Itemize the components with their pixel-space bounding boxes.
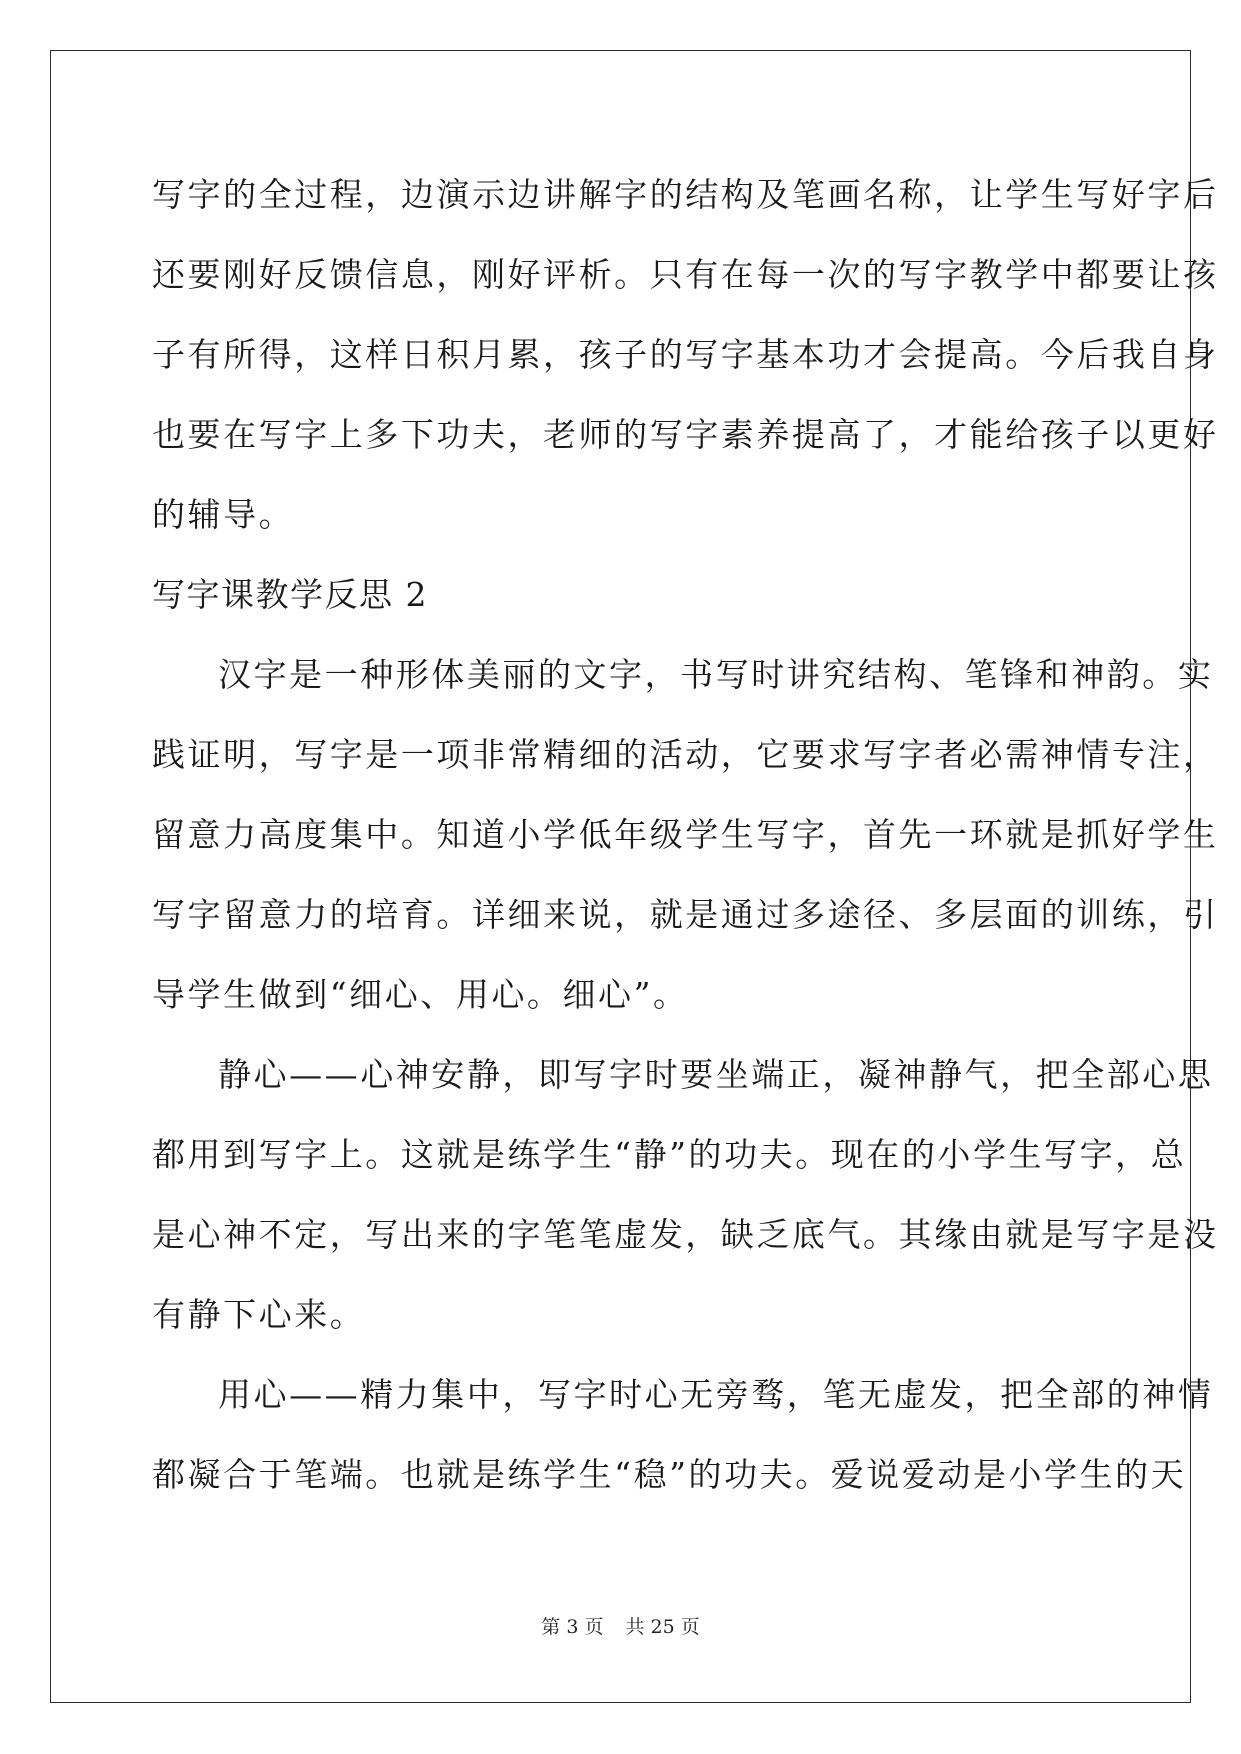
text-line-4: 也要在写字上多下功夫，老师的写字素养提高了，才能给孩子以更好 <box>152 415 1219 454</box>
text-line-5: 的辅导。 <box>152 495 295 534</box>
page-number: 第 3 页 <box>541 1616 604 1638</box>
text-line-8: 践证明，写字是一项非常精细的活动，它要求写字者必需神情专注， <box>152 735 1219 774</box>
text-line-7: 汉字是一种形体美丽的文字，书写时讲究结构、笔锋和神韵。实 <box>218 655 1214 694</box>
text-line-14: 是心神不定，写出来的字笔笔虚发，缺乏底气。其缘由就是写字是没 <box>152 1215 1219 1254</box>
text-line-17: 都凝合于笔端。也就是练学生“稳”的功夫。爱说爱动是小学生的天 <box>152 1455 1187 1494</box>
section-heading: 写字课教学反思 2 <box>152 575 428 614</box>
document-body <box>152 155 1219 1515</box>
page-total: 共 25 页 <box>625 1616 700 1638</box>
text-line-12: 静心——心神安静，即写字时要坐端正，凝神静气，把全部心思 <box>218 1055 1214 1094</box>
text-line-3: 子有所得，这样日积月累，孩子的写字基本功才会提高。今后我自身 <box>152 335 1219 374</box>
text-line-10: 写字留意力的培育。详细来说，就是通过多途径、多层面的训练，引 <box>152 895 1219 934</box>
text-line-1: 写字的全过程，边演示边讲解字的结构及笔画名称，让学生写好字后 <box>152 175 1219 214</box>
page-footer <box>0 1612 1241 1639</box>
text-line-13: 都用到写字上。这就是练学生“静”的功夫。现在的小学生写字，总 <box>152 1135 1187 1174</box>
text-line-2: 还要刚好反馈信息，刚好评析。只有在每一次的写字教学中都要让孩 <box>152 255 1219 294</box>
text-line-16: 用心——精力集中，写字时心无旁骛，笔无虚发，把全部的神情 <box>218 1375 1214 1414</box>
text-line-9: 留意力高度集中。知道小学低年级学生写字，首先一环就是抓好学生 <box>152 815 1219 854</box>
text-line-15: 有静下心来。 <box>152 1295 366 1334</box>
text-line-11: 导学生做到“细心、用心。细心”。 <box>152 975 689 1014</box>
